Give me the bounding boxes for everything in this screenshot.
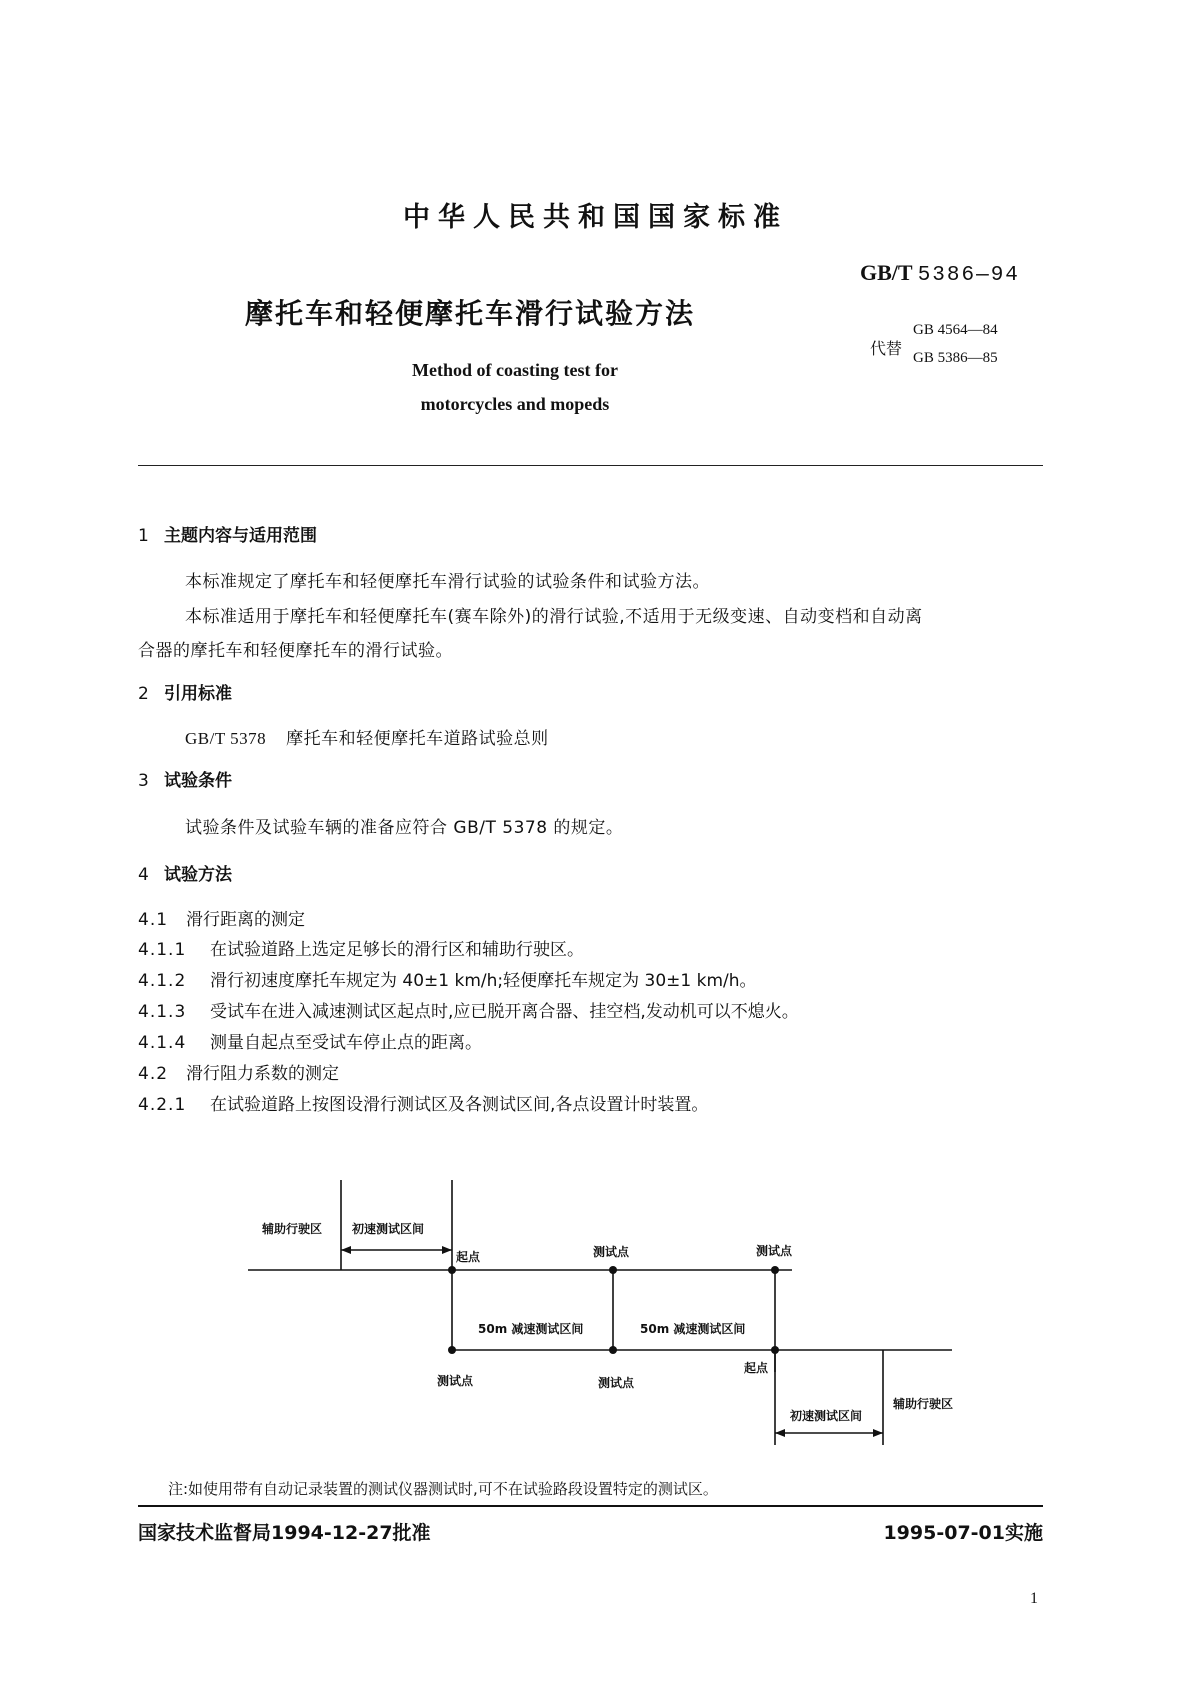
diagram-note: 注:如使用带有自动记录装置的测试仪器测试时,可不在试验路段设置特定的测试区。 — [168, 1480, 718, 1498]
test-point-bottom-mid-label: 测试点 — [598, 1376, 635, 1390]
reference-code: GB/T 5378 — [185, 729, 267, 748]
start-top-label: 起点 — [456, 1250, 481, 1264]
test-point-dot — [771, 1266, 779, 1274]
start-point-dot — [771, 1346, 779, 1354]
standard-code-prefix: GB/T — [860, 260, 913, 285]
national-standard-heading: 中华人民共和国国家标准 — [403, 202, 788, 233]
arrowhead-left — [341, 1246, 351, 1254]
clause-number: 4.2 — [138, 1064, 169, 1084]
footer-divider — [138, 1505, 1043, 1507]
clause-text: 滑行初速度摩托车规定为 40±1 km/h;轻便摩托车规定为 30±1 km/h。 — [210, 971, 757, 991]
section-1-paragraph-2-line1: 本标准适用于摩托车和轻便摩托车(赛车除外)的滑行试验,不适用于无级变速、自动变档和自动离 — [185, 607, 923, 627]
clause-text: 在试验道路上选定足够长的滑行区和辅助行驶区。 — [210, 940, 584, 960]
aux-zone-left-label: 辅助行驶区 — [262, 1222, 323, 1236]
clause-number: 4.1.4 — [138, 1033, 187, 1053]
test-point-bottom-left-label: 测试点 — [437, 1374, 474, 1388]
clause-text: 滑行阻力系数的测定 — [186, 1064, 339, 1084]
start-bottom-label: 起点 — [744, 1361, 769, 1375]
clause-number: 4.1.1 — [138, 940, 187, 960]
test-point-top-mid-label: 测试点 — [593, 1245, 630, 1259]
section-title: 主题内容与适用范围 — [164, 526, 317, 546]
clause-text: 受试车在进入减速测试区起点时,应已脱开离合器、挂空档,发动机可以不熄火。 — [210, 1002, 799, 1022]
arrowhead-right — [442, 1246, 452, 1254]
arrowhead-left — [775, 1429, 785, 1437]
replaces-label: 代替 — [870, 339, 903, 358]
reference-title: 摩托车和轻便摩托车道路试验总则 — [286, 729, 549, 749]
test-point-dot — [448, 1346, 456, 1354]
section-number: 2 — [138, 684, 149, 704]
replaced-standard-2: GB 5386—85 — [913, 350, 998, 366]
init-zone-bottom-label: 初速测试区间 — [790, 1409, 863, 1423]
clause-text: 测量自起点至受试车停止点的距离。 — [210, 1033, 482, 1053]
aux-zone-right-label: 辅助行驶区 — [893, 1397, 954, 1411]
section-3-paragraph: 试验条件及试验车辆的准备应符合 GB/T 5378 的规定。 — [185, 818, 624, 838]
standard-code-number: 5386—94 — [917, 264, 1020, 287]
decel-zone-2-label: 50m 减速测试区间 — [640, 1322, 746, 1336]
section-number: 4 — [138, 865, 149, 885]
clause-number: 4.2.1 — [138, 1095, 187, 1115]
section-number: 3 — [138, 771, 149, 791]
arrowhead-right — [873, 1429, 883, 1437]
section-number: 1 — [138, 526, 149, 546]
page-number: 1 — [1030, 1590, 1038, 1607]
effective-date: 1995-07-01实施 — [883, 1522, 1043, 1544]
start-point-dot — [448, 1266, 456, 1274]
document-title-en-line2: motorcycles and mopeds — [420, 394, 610, 414]
section-title: 试验方法 — [164, 865, 232, 885]
test-point-top-right-label: 测试点 — [756, 1244, 793, 1258]
decel-zone-1-label: 50m 减速测试区间 — [478, 1322, 584, 1336]
document-title-cn: 摩托车和轻便摩托车滑行试验方法 — [245, 297, 696, 330]
section-title: 引用标准 — [164, 684, 232, 704]
clause-text: 在试验道路上按图设滑行测试区及各测试区间,各点设置计时装置。 — [210, 1095, 709, 1115]
section-1-paragraph-1: 本标准规定了摩托车和轻便摩托车滑行试验的试验条件和试验方法。 — [185, 572, 710, 592]
document-title-en-line1: Method of coasting test for — [412, 360, 618, 380]
clause-number: 4.1.2 — [138, 971, 187, 991]
section-title: 试验条件 — [164, 771, 232, 791]
section-1-paragraph-2-line2: 合器的摩托车和轻便摩托车的滑行试验。 — [138, 641, 453, 661]
replaced-standard-1: GB 4564—84 — [913, 322, 998, 338]
test-point-dot — [609, 1346, 617, 1354]
clause-text: 滑行距离的测定 — [186, 910, 305, 930]
clause-number: 4.1.3 — [138, 1002, 187, 1022]
init-zone-top-label: 初速测试区间 — [352, 1222, 425, 1236]
approval-statement: 国家技术监督局1994-12-27批准 — [138, 1522, 431, 1544]
clause-number: 4.1 — [138, 910, 169, 930]
test-point-dot — [609, 1266, 617, 1274]
